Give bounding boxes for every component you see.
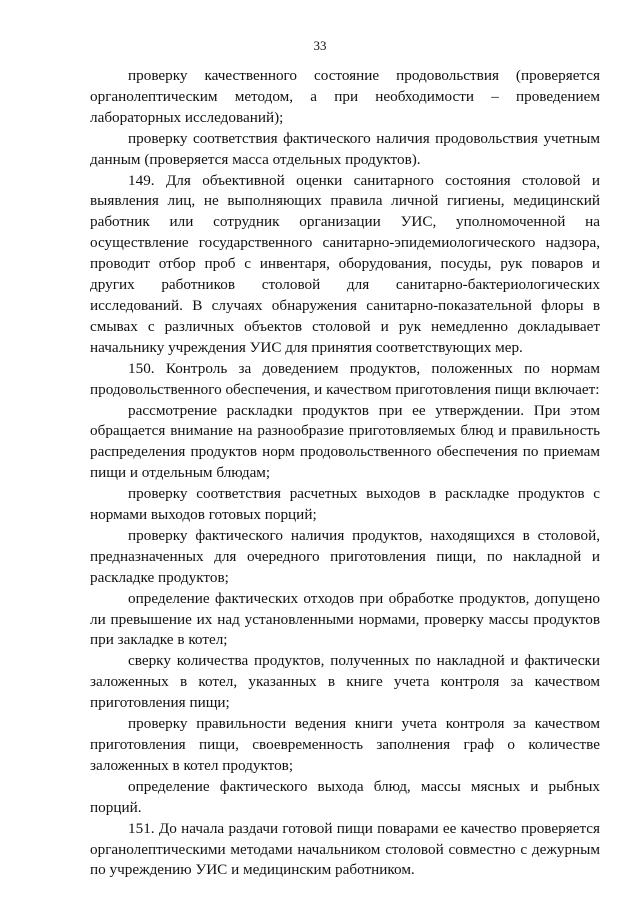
paragraph: сверку количества продуктов, полученных по накладной и фактически заложенных в котел, указанных в книге учета контроля за качеством приготовления пищи; <box>90 652 600 712</box>
page-number: 33 <box>313 38 327 53</box>
paragraph: проверку качественного состояние продовольствия (проверяется органолептическим методом, а при необходимости – проведением лабораторных исследований); <box>90 67 600 126</box>
paragraph-150: 150. Контроль за доведением продуктов, положенных по нормам продовольственного обеспечения, и качеством приготовления пищи включает: <box>90 359 600 398</box>
paragraph: определение фактических отходов при обработке продуктов, допущено ли превышение их над установленными нормами, проверку массы продуктов при закладке в котел; <box>90 589 600 649</box>
paragraph: проверку фактического наличия продуктов, находящихся в столовой, предназначенных для очередного приготовления пищи, по накладной и раскладке продуктов; <box>90 526 600 586</box>
paragraph-151: 151. До начала раздачи готовой пищи поварами ее качество проверяется органолептическими методами начальником столовой совместно с дежурным по учреждению УИС и медицинским работником. <box>90 819 600 879</box>
paragraph: проверку соответствия фактического наличия продовольствия учетным данным (проверяется масса отдельных продуктов). <box>90 129 600 168</box>
paragraph: проверку правильности ведения книги учета контроля за качеством приготовления пищи, своевременность заполнения граф о количестве заложенных в котел продуктов; <box>90 715 600 774</box>
paragraph: определение фактического выхода блюд, массы мясных и рыбных порций. <box>90 777 600 816</box>
paragraph-149: 149. Для объективной оценки санитарного состояния столовой и выявления лиц, не выполняющих правила личной гигиены, медицинский работник или сотрудник организации УИС, уполномоченной на осуществление государственного санитарно-эпидемиологического надзора, проводит отбор проб с инвентаря, оборудования, посуды, рук поваров и других работников столовой для санитарно-бактериологических исследований. В случаях обнаружения санитарно-показательной флоры в смывах с различных объектов столовой и рук немедленно докладывает начальнику учреждения УИС для принятия соответствующих мер. <box>90 171 600 356</box>
paragraph: рассмотрение раскладки продуктов при ее утверждении. При этом обращается внимание на разнообразие приготовляемых блюд и правильность распределения продуктов норм продовольственного обеспечения по приемам пищи и отдельным блюдам; <box>90 401 600 482</box>
document-body <box>90 66 600 881</box>
paragraph: проверку соответствия расчетных выходов в раскладке продуктов с нормами выходов готовых порций; <box>90 485 600 524</box>
